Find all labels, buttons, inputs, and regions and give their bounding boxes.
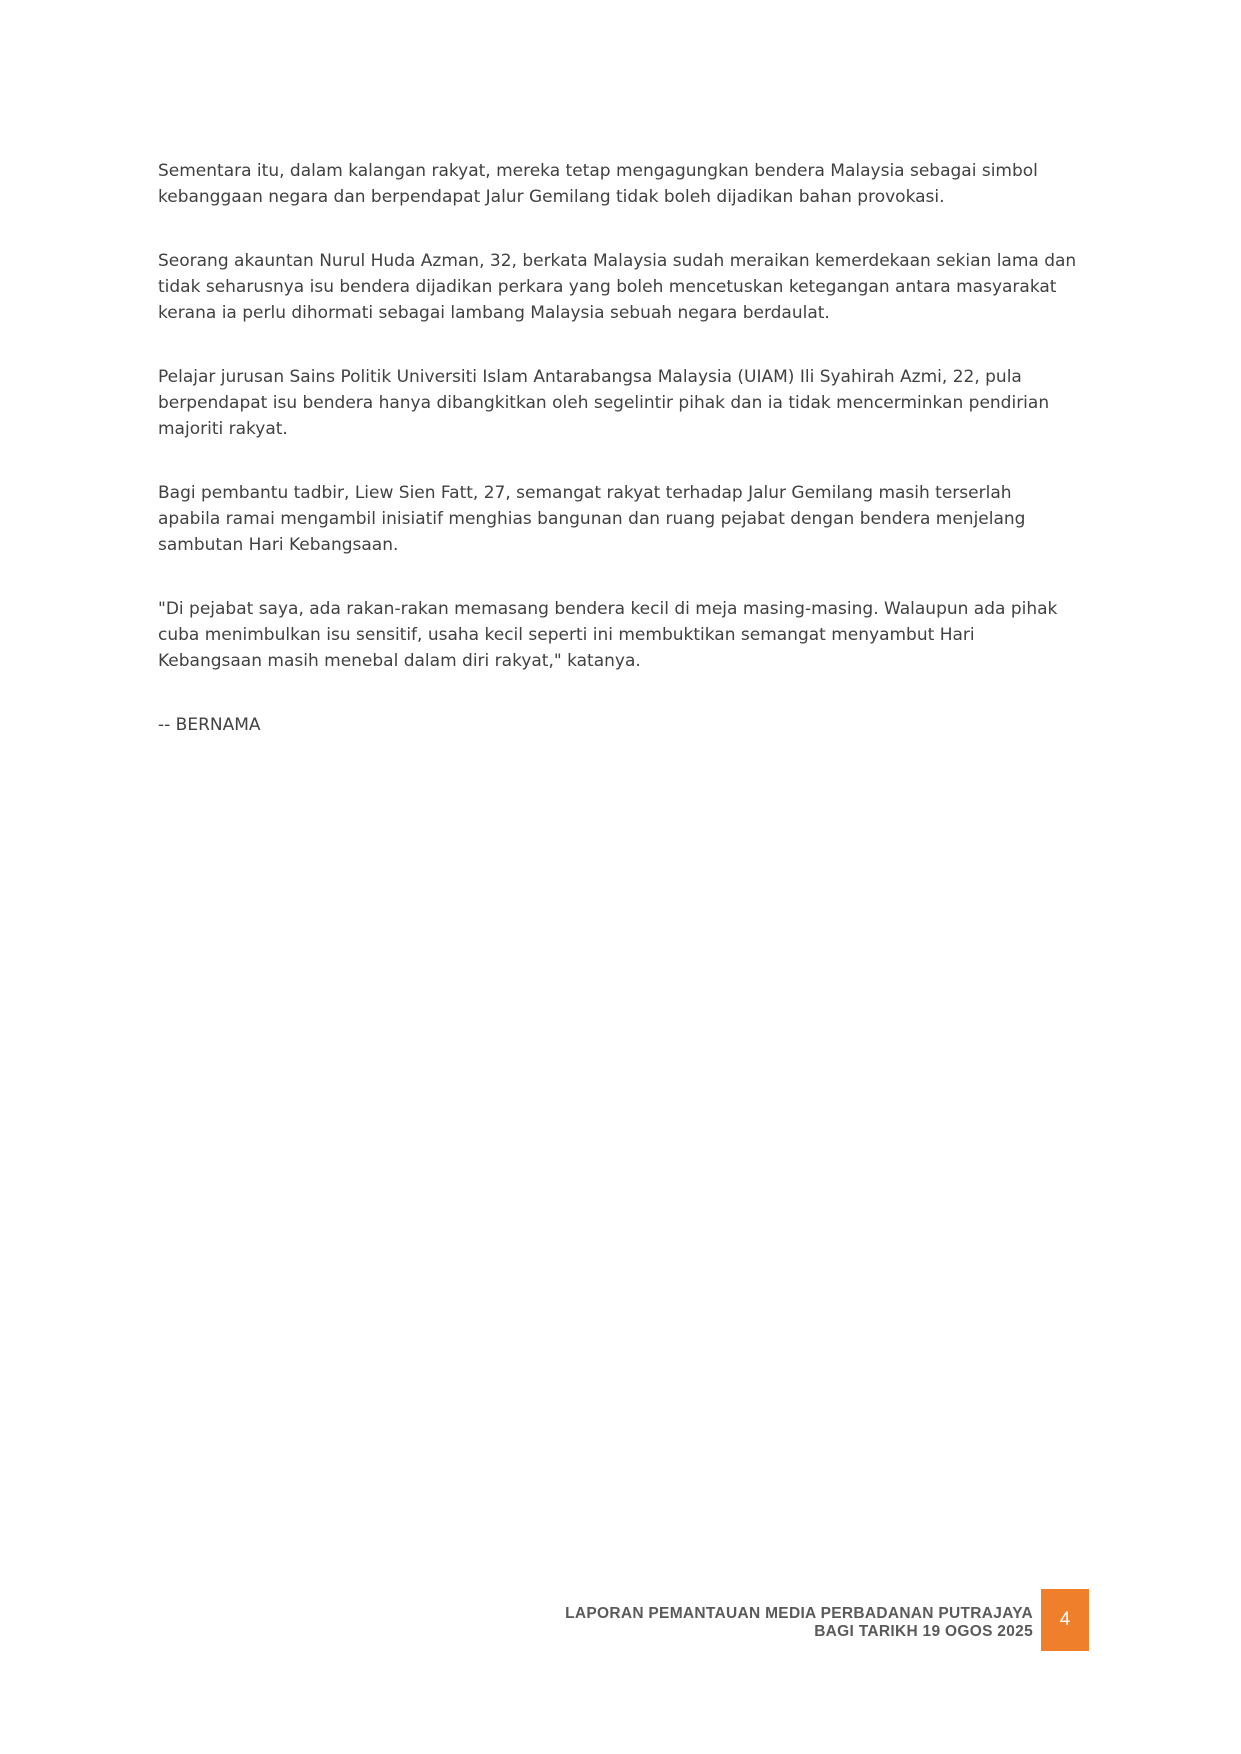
page-number-badge: 4 [1041,1589,1089,1651]
article-paragraph-2: Seorang akauntan Nurul Huda Azman, 32, berkata Malaysia sudah meraikan kemerdekaan sekian lama dan tidak seharusnya isu bendera dijadikan perkara yang boleh mencetuskan ketegangan antara masyarakat kerana ia perlu dihormati sebagai lambang Malaysia sebuah negara berdaulat. [158,251,1077,323]
page-footer [565,1605,1033,1641]
footer-report-date: BAGI TARIKH 19 OGOS 2025 [814,1623,1033,1640]
article-body [158,158,1078,738]
article-paragraph-5: "Di pejabat saya, ada rakan-rakan memasang bendera kecil di meja masing-masing. Walaupun ada pihak cuba menimbulkan isu sensitif, usaha kecil seperti ini membuktikan semangat menyambut Hari Kebangsaan masih menebal dalam diri rakyat," katanya. [158,599,1058,671]
footer-report-title: LAPORAN PEMANTAUAN MEDIA PERBADANAN PUTRAJAYA [565,1605,1033,1622]
article-source: -- BERNAMA [158,715,261,735]
article-paragraph-3: Pelajar jurusan Sains Politik Universiti Islam Antarabangsa Malaysia (UIAM) Ili Syahirah Azmi, 22, pula berpendapat isu bendera hanya dibangkitkan oleh segelintir pihak dan ia tidak mencerminkan pendirian majoriti rakyat. [158,367,1050,439]
article-paragraph-1: Sementara itu, dalam kalangan rakyat, mereka tetap mengagungkan bendera Malaysia sebagai simbol kebanggaan negara dan berpendapat Jalur Gemilang tidak boleh dijadikan bahan provokasi. [158,161,1038,207]
article-paragraph-4: Bagi pembantu tadbir, Liew Sien Fatt, 27, semangat rakyat terhadap Jalur Gemilang masih terserlah apabila ramai mengambil inisiatif menghias bangunan dan ruang pejabat dengan bendera menjelang sambutan Hari Kebangsaan. [158,483,1026,555]
